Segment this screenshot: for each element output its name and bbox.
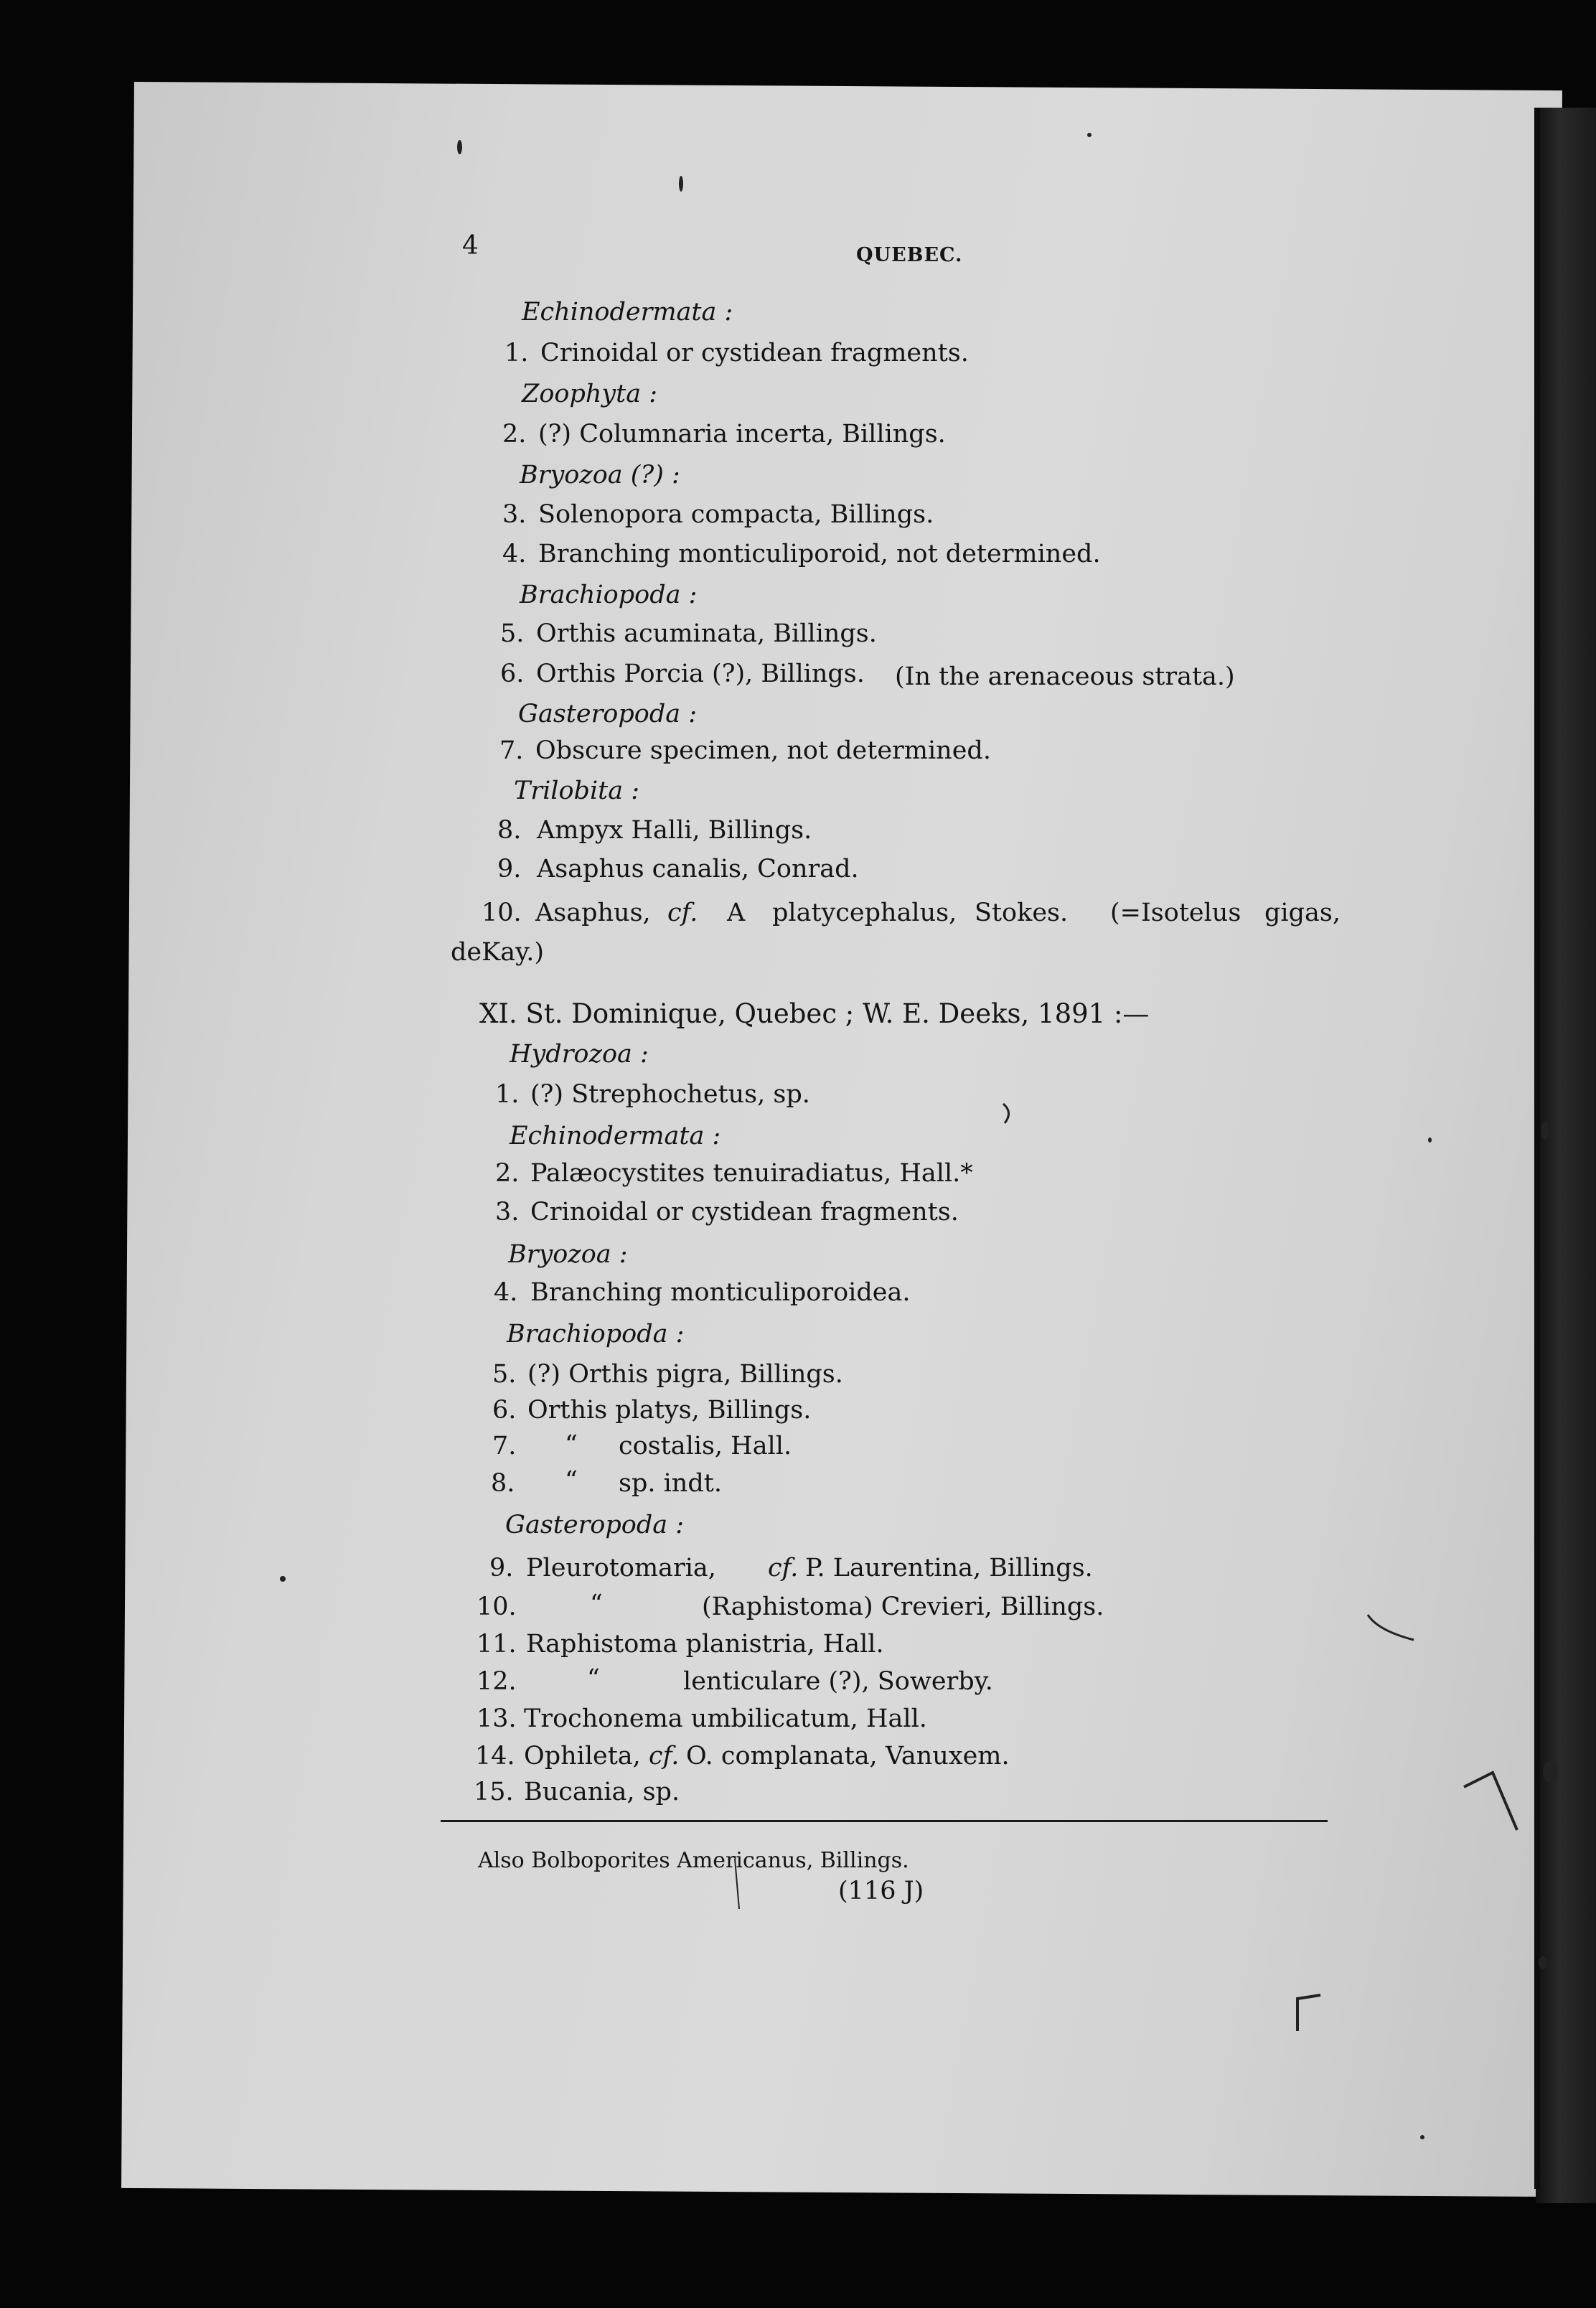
item-text: (?) Columnaria incerta, Billings.	[538, 420, 946, 449]
group-heading: Trilobita :	[514, 777, 639, 805]
item-text: (Raphistoma) Crevieri, Billings.	[702, 1592, 1104, 1621]
group-heading: Brachiopoda :	[520, 581, 698, 609]
item-cf: cf.	[768, 1554, 799, 1582]
page-reference: (116 J)	[838, 1877, 924, 1905]
item-number: 8.	[497, 816, 522, 845]
item-number: 11.	[477, 1630, 517, 1659]
item-number: 15.	[474, 1778, 514, 1806]
item-text: Asaphus canalis, Conrad.	[537, 855, 859, 883]
item-text: Bucania, sp.	[524, 1778, 680, 1806]
group-heading: Hydrozoa :	[510, 1040, 649, 1069]
item-number: 7.	[492, 1432, 517, 1460]
item-number: 10.	[477, 1592, 517, 1621]
item-word: (=Isotelus	[1110, 899, 1241, 927]
group-heading: Echinodermata :	[522, 298, 733, 327]
stray-mark	[735, 1859, 739, 1909]
item-text: Solenopora compacta, Billings.	[538, 500, 934, 529]
item-text: (?) Orthis pigra, Billings.	[527, 1360, 843, 1389]
item-cf: cf.	[649, 1742, 680, 1770]
item-text: Palæocystites tenuiradiatus, Hall.*	[530, 1159, 973, 1188]
group-heading: Bryozoa :	[508, 1240, 628, 1269]
item-number: 9.	[497, 855, 522, 883]
stray-mark	[1464, 1773, 1517, 1830]
group-heading: Gasteropoda :	[505, 1511, 685, 1539]
item-continuation: deKay.)	[451, 938, 545, 967]
item-text: Trochonema umbilicatum, Hall.	[524, 1704, 927, 1733]
group-heading: Echinodermata :	[510, 1122, 721, 1150]
item-text: Ophileta,	[524, 1742, 641, 1770]
item-number: 1.	[495, 1080, 520, 1109]
item-number: 5.	[500, 619, 525, 648]
item-word: cf.	[667, 899, 698, 927]
item-word: A	[727, 899, 746, 927]
item-number: 5.	[492, 1360, 517, 1389]
item-text: costalis, Hall.	[619, 1432, 792, 1460]
item-text: sp. indt.	[619, 1469, 722, 1498]
item-number: 3.	[495, 1198, 520, 1226]
page-number: 4	[462, 231, 479, 261]
item-number: 2.	[495, 1159, 520, 1188]
item-text: Orthis platys, Billings.	[527, 1396, 812, 1425]
item-text: Orthis acuminata, Billings.	[536, 619, 877, 648]
item-number: 9.	[489, 1554, 514, 1582]
group-heading: Bryozoa (?) :	[520, 461, 680, 489]
item-text: Crinoidal or cystidean fragments.	[540, 339, 969, 367]
stray-mark	[1368, 1615, 1414, 1640]
item-note: (In the arenaceous strata.)	[895, 662, 1235, 691]
item-number: 6.	[492, 1396, 517, 1425]
item-text: Raphistoma planistria, Hall.	[526, 1630, 884, 1659]
item-text: Crinoidal or cystidean fragments.	[530, 1198, 959, 1226]
ditto-mark: “	[565, 1430, 578, 1459]
item-number: 7.	[499, 736, 524, 765]
item-number: 13.	[477, 1704, 517, 1733]
item-word: Asaphus,	[535, 899, 651, 927]
ditto-mark: “	[565, 1466, 578, 1495]
item-number: 1.	[504, 339, 529, 367]
section-title: XI. St. Dominique, Quebec ; W. E. Deeks, 1891 :—	[479, 998, 1150, 1029]
group-heading: Zoophyta :	[522, 380, 658, 408]
item-text: lenticulare (?), Sowerby.	[683, 1667, 993, 1696]
item-text: (?) Strephochetus, sp.	[530, 1080, 810, 1109]
item-number: 14.	[475, 1742, 515, 1770]
item-number: 3.	[502, 500, 527, 529]
group-heading: Gasteropoda :	[518, 700, 698, 728]
item-text: Obscure specimen, not determined.	[535, 736, 991, 765]
item-text: Pleurotomaria,	[526, 1554, 716, 1582]
item-text: Branching monticuliporoidea.	[530, 1278, 911, 1307]
item-word: platycephalus,	[772, 899, 957, 927]
group-heading: Brachiopoda :	[507, 1320, 685, 1348]
item-text: P. Laurentina, Billings.	[805, 1554, 1093, 1582]
item-text: O. complanata, Vanuxem.	[686, 1742, 1010, 1770]
item-word: gigas,	[1264, 899, 1341, 927]
item-text: Ampyx Halli, Billings.	[537, 816, 812, 845]
item-number: 6.	[500, 660, 525, 688]
item-number: 2.	[502, 420, 527, 449]
item-word: Stokes.	[975, 899, 1069, 927]
item-text: Branching monticuliporoid, not determined.	[538, 540, 1101, 568]
stray-mark	[1003, 1104, 1009, 1123]
item-number: 4.	[494, 1278, 518, 1307]
item-text: Orthis Porcia (?), Billings.	[536, 660, 865, 688]
ditto-mark: “	[590, 1590, 603, 1618]
stray-mark	[1297, 1995, 1320, 2031]
item-number: 12.	[477, 1667, 517, 1696]
item-number: 10.	[482, 899, 522, 927]
item-number: 4.	[502, 540, 527, 568]
ditto-mark: “	[587, 1664, 600, 1693]
running-title: QUEBEC.	[856, 244, 963, 266]
footnote: Also Bolboporites Americanus, Billings.	[478, 1848, 909, 1873]
item-number: 8.	[491, 1469, 515, 1498]
